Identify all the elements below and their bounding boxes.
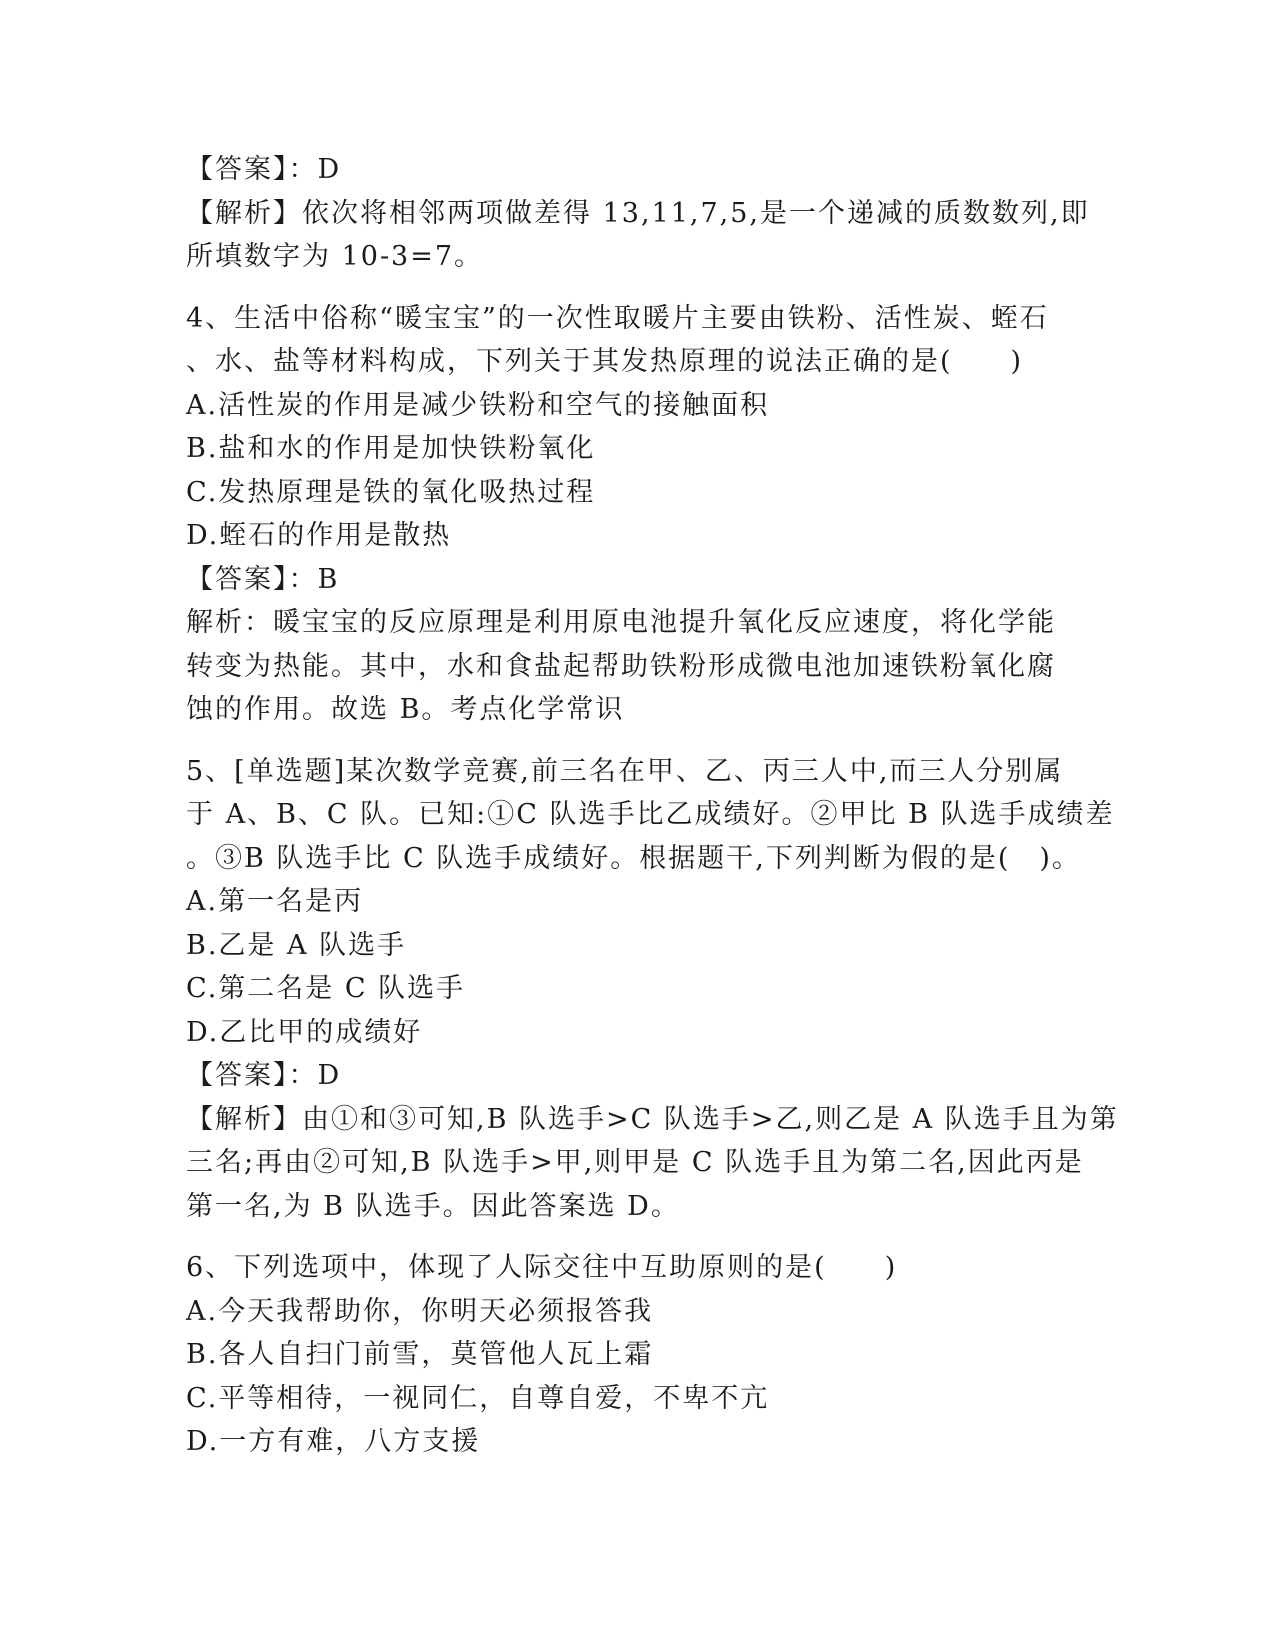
answer-line: 【答案】：D — [186, 1060, 342, 1091]
option-a: A.第一名是丙 — [186, 886, 364, 917]
section-gap — [186, 279, 1086, 297]
option-b: B.乙是 A 队选手 — [186, 929, 407, 961]
question-text: 5、[单选题]某次数学竞赛,前三名在甲、乙、丙三人中,而三人分别属 — [186, 755, 1064, 787]
document-body — [186, 148, 1119, 1464]
option-d: D.乙比甲的成绩好 — [186, 1016, 423, 1048]
question-text: 、水、盐等材料构成，下列关于其发热原理的说法正确的是( ) — [186, 346, 1024, 377]
section-question-4 — [186, 297, 1086, 732]
answer-line: 【答案】：B — [186, 563, 340, 595]
analysis-line: 【解析】由①和③可知,B 队选手>C 队选手>乙,则乙是 A 队选手且为第 — [186, 1103, 1119, 1135]
option-c: C.发热原理是铁的氧化吸热过程 — [186, 476, 596, 508]
section-question-5 — [186, 750, 1119, 1229]
option-a: A.活性炭的作用是减少铁粉和空气的接触面积 — [186, 389, 770, 421]
option-b: B.各人自扫门前雪，莫管他人瓦上霜 — [186, 1339, 654, 1370]
analysis-line: 三名;再由②可知,B 队选手>甲,则甲是 C 队选手且为第二名,因此丙是 — [186, 1147, 1084, 1178]
question-text: 4、生活中俗称“暖宝宝”的一次性取暖片主要由铁粉、活性炭、蛭石 — [186, 302, 1049, 334]
option-d: D.一方有难，八方支援 — [186, 1426, 481, 1457]
section-gap — [186, 1228, 1086, 1246]
option-b: B.盐和水的作用是加快铁粉氧化 — [186, 433, 596, 464]
question-text: 。③B 队选手比 C 队选手成绩好。根据题干,下列判断为假的是( )。 — [186, 842, 1081, 874]
option-d: D.蛭石的作用是散热 — [186, 520, 452, 551]
analysis-line: 蚀的作用。故选 B。考点化学常识 — [186, 694, 625, 725]
section-q3-answer — [186, 148, 1090, 279]
analysis-line: 第一名,为 B 队选手。因此答案选 D。 — [186, 1190, 680, 1222]
section-question-6 — [186, 1246, 1086, 1464]
analysis-line: 所填数字为 10-3=7。 — [186, 241, 484, 272]
question-text: 于 A、B、C 队。已知:①C 队选手比乙成绩好。②甲比 B 队选手成绩差 — [186, 799, 1115, 830]
analysis-line: 解析：暖宝宝的反应原理是利用原电池提升氧化反应速度，将化学能 — [186, 607, 1056, 638]
option-c: C.平等相待，一视同仁，自尊自爱，不卑不亢 — [186, 1382, 770, 1414]
section-gap — [186, 732, 1086, 750]
question-text: 6、下列选项中，体现了人际交往中互助原则的是( ) — [186, 1252, 898, 1283]
analysis-line: 转变为热能。其中，水和食盐起帮助铁粉形成微电池加速铁粉氧化腐 — [186, 650, 1056, 682]
analysis-line: 【解析】依次将相邻两项做差得 13,11,7,5,是一个递减的质数数列,即 — [186, 197, 1090, 229]
answer-line: 【答案】：D — [186, 154, 342, 185]
option-a: A.今天我帮助你，你明天必须报答我 — [186, 1295, 654, 1327]
option-c: C.第二名是 C 队选手 — [186, 973, 466, 1004]
